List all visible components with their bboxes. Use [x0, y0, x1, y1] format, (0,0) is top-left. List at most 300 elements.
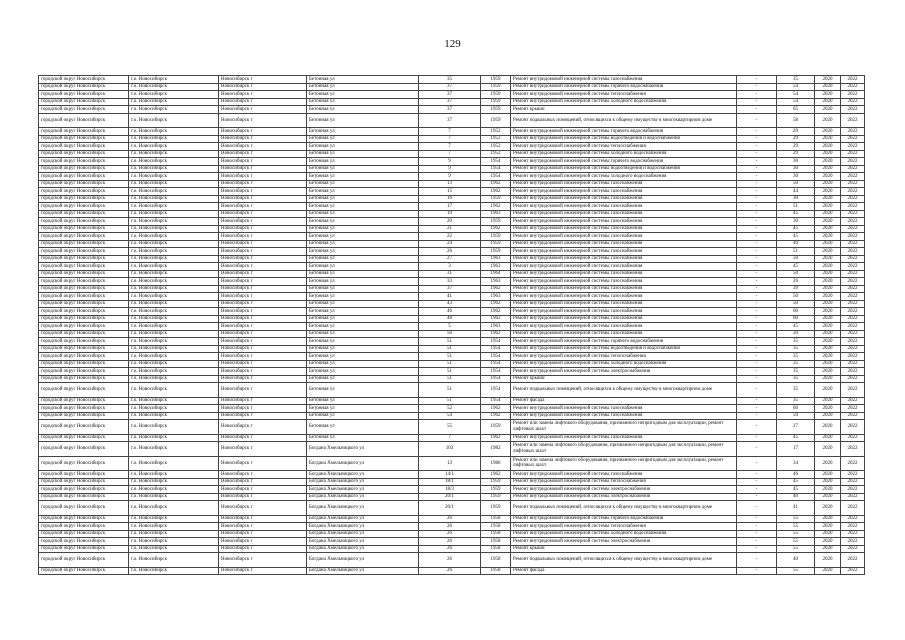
- col8-cell: -: [737, 330, 777, 338]
- col9-cell: 54: [777, 91, 815, 99]
- street-cell: Богдана Хмельницкого ул: [307, 486, 419, 494]
- col11-cell: 2022: [841, 442, 865, 457]
- col8-cell: -: [737, 203, 777, 211]
- municipality-cell: городской округ Новосибирск: [39, 486, 129, 494]
- col9-cell: 50: [777, 180, 815, 188]
- col11-cell: 2022: [841, 345, 865, 353]
- col9-cell: 45: [777, 434, 815, 442]
- col8-cell: -: [737, 360, 777, 368]
- work-type-cell: Ремонт внутридомовой инженерной системы газоснабжения: [511, 405, 737, 413]
- settlement-type-cell: г.о. Новосибирск: [129, 397, 219, 405]
- table-row: [39, 420, 865, 435]
- page-number: 129: [444, 38, 461, 50]
- col11-cell: 2022: [841, 323, 865, 331]
- col10-cell: 2020: [815, 412, 841, 420]
- work-type-cell: Ремонт внутридомовой инженерной системы холодного водоснабжения: [511, 360, 737, 368]
- street-cell: Бетонная ул: [307, 420, 419, 435]
- year-built-cell: 1962: [481, 285, 511, 293]
- settlement-type-cell: г.о. Новосибирск: [129, 442, 219, 457]
- col11-cell: 2022: [841, 150, 865, 158]
- municipality-cell: городской округ Новосибирск: [39, 300, 129, 308]
- table-row: [39, 300, 865, 308]
- house-number-cell: 31: [419, 270, 481, 278]
- settlement-type-cell: г.о. Новосибирск: [129, 270, 219, 278]
- settlement-type-cell: г.о. Новосибирск: [129, 173, 219, 181]
- col11-cell: 2022: [841, 397, 865, 405]
- settlement-cell: Новосибирск г: [219, 150, 307, 158]
- year-built-cell: 1954: [481, 368, 511, 376]
- table-row: [39, 375, 865, 383]
- work-type-cell: Ремонт внутридомовой инженерной системы газоснабжения: [511, 233, 737, 241]
- year-built-cell: 1962: [481, 300, 511, 308]
- table-row: [39, 248, 865, 256]
- year-built-cell: 1954: [481, 165, 511, 173]
- house-number-cell: 46: [419, 308, 481, 316]
- year-built-cell: 1958: [481, 545, 511, 553]
- col11-cell: 2022: [841, 135, 865, 143]
- municipality-cell: городской округ Новосибирск: [39, 195, 129, 203]
- settlement-cell: Новосибирск г: [219, 501, 307, 516]
- work-type-cell: Ремонт внутридомовой инженерной системы газоснабжения: [511, 240, 737, 248]
- col9-cell: 45: [777, 478, 815, 486]
- year-built-cell: 1954: [481, 383, 511, 398]
- year-built-cell: 1952: [481, 128, 511, 136]
- house-number-cell: 3: [419, 263, 481, 271]
- col11-cell: 2022: [841, 412, 865, 420]
- table-row: [39, 158, 865, 166]
- house-number-cell: 26: [419, 545, 481, 553]
- col8-cell: -: [737, 173, 777, 181]
- settlement-type-cell: г.о. Новосибирск: [129, 293, 219, 301]
- col10-cell: 2020: [815, 471, 841, 479]
- settlement-cell: Новосибирск г: [219, 553, 307, 568]
- house-number-cell: 26: [419, 248, 481, 256]
- house-number-cell: 16: [419, 195, 481, 203]
- year-built-cell: 1962: [481, 434, 511, 442]
- col11-cell: 2022: [841, 106, 865, 114]
- house-number-cell: 51: [419, 383, 481, 398]
- work-type-cell: Ремонт подвальных помещений, относящихся к общему имуществу в многоквартирном доме: [511, 553, 737, 568]
- settlement-type-cell: г.о. Новосибирск: [129, 165, 219, 173]
- col8-cell: -: [737, 523, 777, 531]
- work-type-cell: Ремонт крыши: [511, 545, 737, 553]
- col11-cell: 2022: [841, 255, 865, 263]
- street-cell: Бетонная ул: [307, 300, 419, 308]
- year-built-cell: 1962: [481, 405, 511, 413]
- col10-cell: 2020: [815, 218, 841, 226]
- work-type-cell: Ремонт внутридомовой инженерной системы холодного водоснабжения: [511, 530, 737, 538]
- col8-cell: -: [737, 501, 777, 516]
- municipality-cell: городской округ Новосибирск: [39, 278, 129, 286]
- table-row: [39, 83, 865, 91]
- settlement-cell: Новосибирск г: [219, 203, 307, 211]
- work-type-cell: Ремонт крыши: [511, 375, 737, 383]
- col8-cell: -: [737, 530, 777, 538]
- year-built-cell: 1962: [481, 180, 511, 188]
- col10-cell: 2020: [815, 158, 841, 166]
- street-cell: Бетонная ул: [307, 412, 419, 420]
- table-row: [39, 412, 865, 420]
- col10-cell: 2020: [815, 315, 841, 323]
- col11-cell: 2022: [841, 173, 865, 181]
- col8-cell: -: [737, 405, 777, 413]
- table-row: [39, 76, 865, 84]
- work-type-cell: Ремонт внутридомовой инженерной системы теплоснабжения: [511, 478, 737, 486]
- work-type-cell: Ремонт внутридомовой инженерной системы газоснабжения: [511, 263, 737, 271]
- settlement-type-cell: г.о. Новосибирск: [129, 353, 219, 361]
- year-built-cell: 1963: [481, 255, 511, 263]
- table-row: [39, 150, 865, 158]
- house-number-cell: 9: [419, 173, 481, 181]
- settlement-type-cell: г.о. Новосибирск: [129, 471, 219, 479]
- settlement-cell: Новосибирск г: [219, 360, 307, 368]
- work-type-cell: Ремонт внутридомовой инженерной системы газоснабжения: [511, 315, 737, 323]
- street-cell: Бетонная ул: [307, 203, 419, 211]
- settlement-cell: Новосибирск г: [219, 478, 307, 486]
- col9-cell: 35: [777, 375, 815, 383]
- col8-cell: -: [737, 545, 777, 553]
- table-row: [39, 240, 865, 248]
- work-type-cell: Ремонт внутридомовой инженерной системы холодного водоснабжения: [511, 98, 737, 106]
- col11-cell: 2022: [841, 434, 865, 442]
- street-cell: Бетонная ул: [307, 135, 419, 143]
- col11-cell: 2022: [841, 471, 865, 479]
- work-type-cell: Ремонт внутридомовой инженерной системы электроснабжения: [511, 486, 737, 494]
- house-number-cell: 18/3: [419, 486, 481, 494]
- year-built-cell: 1954: [481, 173, 511, 181]
- settlement-cell: Новосибирск г: [219, 353, 307, 361]
- col11-cell: 2022: [841, 218, 865, 226]
- house-number-cell: 50: [419, 330, 481, 338]
- house-number-cell: 51: [419, 360, 481, 368]
- house-number-cell: 21: [419, 225, 481, 233]
- settlement-type-cell: г.о. Новосибирск: [129, 225, 219, 233]
- settlement-type-cell: г.о. Новосибирск: [129, 135, 219, 143]
- settlement-type-cell: г.о. Новосибирск: [129, 240, 219, 248]
- col10-cell: 2020: [815, 486, 841, 494]
- year-built-cell: 1958: [481, 515, 511, 523]
- col11-cell: 2022: [841, 233, 865, 241]
- table-row: [39, 180, 865, 188]
- work-type-cell: Ремонт крыши: [511, 106, 737, 114]
- settlement-type-cell: г.о. Новосибирск: [129, 91, 219, 99]
- col10-cell: 2020: [815, 478, 841, 486]
- col8-cell: -: [737, 83, 777, 91]
- year-built-cell: 1959: [481, 248, 511, 256]
- settlement-type-cell: г.о. Новосибирск: [129, 330, 219, 338]
- col11-cell: 2022: [841, 195, 865, 203]
- col10-cell: 2020: [815, 76, 841, 84]
- col10-cell: 2020: [815, 523, 841, 531]
- col11-cell: 2022: [841, 188, 865, 196]
- table-row: [39, 538, 865, 546]
- municipality-cell: городской округ Новосибирск: [39, 165, 129, 173]
- year-built-cell: 1963: [481, 210, 511, 218]
- col11-cell: 2022: [841, 493, 865, 501]
- settlement-type-cell: г.о. Новосибирск: [129, 158, 219, 166]
- col11-cell: 2022: [841, 308, 865, 316]
- street-cell: Богдана Хмельницкого ул: [307, 471, 419, 479]
- col11-cell: 2022: [841, 538, 865, 546]
- settlement-cell: Новосибирск г: [219, 278, 307, 286]
- settlement-type-cell: г.о. Новосибирск: [129, 128, 219, 136]
- work-type-cell: Ремонт внутридомовой инженерной системы газоснабжения: [511, 471, 737, 479]
- year-built-cell: 1962: [481, 188, 511, 196]
- street-cell: Бетонная ул: [307, 278, 419, 286]
- municipality-cell: городской округ Новосибирск: [39, 383, 129, 398]
- col8-cell: -: [737, 225, 777, 233]
- year-built-cell: 1954: [481, 338, 511, 346]
- col8-cell: -: [737, 486, 777, 494]
- settlement-type-cell: г.о. Новосибирск: [129, 360, 219, 368]
- work-type-cell: Ремонт внутридомовой инженерной системы горячего водоснабжения: [511, 83, 737, 91]
- house-number-cell: 103: [419, 442, 481, 457]
- settlement-cell: Новосибирск г: [219, 135, 307, 143]
- table-row: [39, 368, 865, 376]
- municipality-cell: городской округ Новосибирск: [39, 83, 129, 91]
- table-row: [39, 165, 865, 173]
- municipality-cell: городской округ Новосибирск: [39, 330, 129, 338]
- settlement-type-cell: г.о. Новосибирск: [129, 375, 219, 383]
- col9-cell: 35: [777, 360, 815, 368]
- settlement-type-cell: г.о. Новосибирск: [129, 248, 219, 256]
- col10-cell: 2020: [815, 188, 841, 196]
- col11-cell: 2022: [841, 240, 865, 248]
- work-type-cell: Ремонт внутридомовой инженерной системы газоснабжения: [511, 270, 737, 278]
- table-row: [39, 345, 865, 353]
- col8-cell: -: [737, 263, 777, 271]
- col9-cell: 40: [777, 493, 815, 501]
- settlement-cell: Новосибирск г: [219, 248, 307, 256]
- col11-cell: 2022: [841, 353, 865, 361]
- col10-cell: 2020: [815, 143, 841, 151]
- municipality-cell: городской округ Новосибирск: [39, 188, 129, 196]
- col11-cell: 2022: [841, 210, 865, 218]
- work-type-cell: Ремонт внутридомовой инженерной системы газоснабжения: [511, 188, 737, 196]
- settlement-cell: Новосибирск г: [219, 530, 307, 538]
- col10-cell: 2020: [815, 135, 841, 143]
- col8-cell: -: [737, 135, 777, 143]
- col8-cell: -: [737, 300, 777, 308]
- municipality-cell: городской округ Новосибирск: [39, 501, 129, 516]
- settlement-cell: Новосибирск г: [219, 180, 307, 188]
- col11-cell: 2022: [841, 165, 865, 173]
- table-row: [39, 218, 865, 226]
- street-cell: Бетонная ул: [307, 353, 419, 361]
- work-type-cell: Ремонт внутридомовой инженерной системы водоотведения и водоснабжения: [511, 345, 737, 353]
- street-cell: Бетонная ул: [307, 225, 419, 233]
- work-type-cell: Ремонт внутридомовой инженерной системы газоснабжения: [511, 76, 737, 84]
- settlement-cell: Новосибирск г: [219, 263, 307, 271]
- col9-cell: 29: [777, 135, 815, 143]
- municipality-cell: городской округ Новосибирск: [39, 553, 129, 568]
- settlement-cell: Новосибирск г: [219, 98, 307, 106]
- street-cell: Бетонная ул: [307, 150, 419, 158]
- settlement-cell: Новосибирск г: [219, 76, 307, 84]
- settlement-type-cell: г.о. Новосибирск: [129, 493, 219, 501]
- col10-cell: 2020: [815, 420, 841, 435]
- col11-cell: 2022: [841, 515, 865, 523]
- col8-cell: -: [737, 345, 777, 353]
- municipality-cell: городской округ Новосибирск: [39, 180, 129, 188]
- col8-cell: -: [737, 353, 777, 361]
- municipality-cell: городской округ Новосибирск: [39, 240, 129, 248]
- table-row: [39, 91, 865, 99]
- street-cell: Бетонная ул: [307, 233, 419, 241]
- street-cell: Бетонная ул: [307, 323, 419, 331]
- year-built-cell: 1959: [481, 240, 511, 248]
- house-number-cell: 7: [419, 143, 481, 151]
- col9-cell: 55: [777, 515, 815, 523]
- settlement-cell: Новосибирск г: [219, 420, 307, 435]
- work-type-cell: Ремонт внутридомовой инженерной системы газоснабжения: [511, 218, 737, 226]
- work-type-cell: Ремонт внутридомовой инженерной системы электроснабжения: [511, 493, 737, 501]
- settlement-type-cell: г.о. Новосибирск: [129, 285, 219, 293]
- col9-cell: 45: [777, 233, 815, 241]
- house-number-cell: 37: [419, 106, 481, 114]
- settlement-type-cell: г.о. Новосибирск: [129, 76, 219, 84]
- table-row: [39, 263, 865, 271]
- col10-cell: 2020: [815, 493, 841, 501]
- work-type-cell: Ремонт внутридомовой инженерной системы газоснабжения: [511, 225, 737, 233]
- col10-cell: 2020: [815, 225, 841, 233]
- col11-cell: 2022: [841, 180, 865, 188]
- table-row: [39, 338, 865, 346]
- table-row: [39, 233, 865, 241]
- col9-cell: 29: [777, 128, 815, 136]
- col8-cell: -: [737, 308, 777, 316]
- street-cell: Бетонная ул: [307, 113, 419, 128]
- year-built-cell: 1963: [481, 263, 511, 271]
- municipality-cell: городской округ Новосибирск: [39, 248, 129, 256]
- municipality-cell: городской округ Новосибирск: [39, 345, 129, 353]
- settlement-type-cell: г.о. Новосибирск: [129, 203, 219, 211]
- table-row: [39, 225, 865, 233]
- table-row: [39, 203, 865, 211]
- col9-cell: 35: [777, 368, 815, 376]
- col9-cell: 50: [777, 255, 815, 263]
- col8-cell: -: [737, 567, 777, 575]
- col11-cell: 2022: [841, 368, 865, 376]
- settlement-cell: Новосибирск г: [219, 412, 307, 420]
- house-number-cell: 55: [419, 420, 481, 435]
- col10-cell: 2020: [815, 530, 841, 538]
- street-cell: Бетонная ул: [307, 91, 419, 99]
- col11-cell: 2022: [841, 263, 865, 271]
- year-built-cell: 1952: [481, 143, 511, 151]
- street-cell: Бетонная ул: [307, 143, 419, 151]
- settlement-cell: Новосибирск г: [219, 405, 307, 413]
- work-type-cell: Ремонт внутридомовой инженерной системы водоотведения и водоснабжения: [511, 165, 737, 173]
- col10-cell: 2020: [815, 248, 841, 256]
- col8-cell: -: [737, 315, 777, 323]
- col8-cell: -: [737, 397, 777, 405]
- year-built-cell: 1954: [481, 360, 511, 368]
- street-cell: Богдана Хмельницкого ул: [307, 515, 419, 523]
- street-cell: Бетонная ул: [307, 383, 419, 398]
- house-number-cell: 27: [419, 255, 481, 263]
- settlement-type-cell: г.о. Новосибирск: [129, 308, 219, 316]
- settlement-cell: Новосибирск г: [219, 113, 307, 128]
- settlement-type-cell: г.о. Новосибирск: [129, 434, 219, 442]
- col9-cell: 40: [777, 240, 815, 248]
- municipality-cell: городской округ Новосибирск: [39, 76, 129, 84]
- house-number-cell: 51: [419, 368, 481, 376]
- house-number-cell: 7: [419, 135, 481, 143]
- col8-cell: -: [737, 248, 777, 256]
- settlement-cell: Новосибирск г: [219, 471, 307, 479]
- col11-cell: 2022: [841, 285, 865, 293]
- table-row: [39, 567, 865, 575]
- street-cell: Бетонная ул: [307, 128, 419, 136]
- house-number-cell: 26: [419, 567, 481, 575]
- street-cell: Бетонная ул: [307, 195, 419, 203]
- year-built-cell: 1959: [481, 83, 511, 91]
- settlement-type-cell: г.о. Новосибирск: [129, 538, 219, 546]
- col9-cell: 35: [777, 397, 815, 405]
- col9-cell: 54: [777, 98, 815, 106]
- settlement-cell: Новосибирск г: [219, 83, 307, 91]
- col8-cell: -: [737, 240, 777, 248]
- settlement-cell: Новосибирск г: [219, 240, 307, 248]
- col8-cell: -: [737, 420, 777, 435]
- house-number-cell: 5: [419, 323, 481, 331]
- col8-cell: -: [737, 165, 777, 173]
- col10-cell: 2020: [815, 368, 841, 376]
- col9-cell: 40: [777, 553, 815, 568]
- year-built-cell: 1959: [481, 113, 511, 128]
- col10-cell: 2020: [815, 98, 841, 106]
- work-type-cell: Ремонт подвальных помещений, относящихся к общему имуществу в многоквартирном доме: [511, 113, 737, 128]
- year-built-cell: 1959: [481, 76, 511, 84]
- street-cell: Бетонная ул: [307, 188, 419, 196]
- settlement-type-cell: г.о. Новосибирск: [129, 263, 219, 271]
- street-cell: Бетонная ул: [307, 165, 419, 173]
- col10-cell: 2020: [815, 323, 841, 331]
- table-row: [39, 530, 865, 538]
- work-type-cell: Ремонт внутридомовой инженерной системы газоснабжения: [511, 210, 737, 218]
- settlement-cell: Новосибирск г: [219, 165, 307, 173]
- table-row: [39, 278, 865, 286]
- settlement-type-cell: г.о. Новосибирск: [129, 405, 219, 413]
- settlement-type-cell: г.о. Новосибирск: [129, 420, 219, 435]
- col11-cell: 2022: [841, 478, 865, 486]
- col8-cell: -: [737, 106, 777, 114]
- col9-cell: 27: [777, 420, 815, 435]
- settlement-type-cell: г.о. Новосибирск: [129, 98, 219, 106]
- col11-cell: 2022: [841, 375, 865, 383]
- year-built-cell: 1952: [481, 150, 511, 158]
- settlement-cell: Новосибирск г: [219, 195, 307, 203]
- col9-cell: 51: [777, 203, 815, 211]
- year-built-cell: 1958: [481, 523, 511, 531]
- col10-cell: 2020: [815, 180, 841, 188]
- settlement-cell: Новосибирск г: [219, 345, 307, 353]
- work-type-cell: Ремонт внутридомовой инженерной системы теплоснабжения: [511, 91, 737, 99]
- col10-cell: 2020: [815, 338, 841, 346]
- year-built-cell: 1958: [481, 553, 511, 568]
- settlement-type-cell: г.о. Новосибирск: [129, 233, 219, 241]
- settlement-type-cell: г.о. Новосибирск: [129, 523, 219, 531]
- house-number-cell: 17: [419, 203, 481, 211]
- settlement-type-cell: г.о. Новосибирск: [129, 83, 219, 91]
- settlement-cell: Новосибирск г: [219, 233, 307, 241]
- col10-cell: 2020: [815, 240, 841, 248]
- col9-cell: 51: [777, 248, 815, 256]
- settlement-cell: Новосибирск г: [219, 315, 307, 323]
- table-row: [39, 285, 865, 293]
- col9-cell: 55: [777, 567, 815, 575]
